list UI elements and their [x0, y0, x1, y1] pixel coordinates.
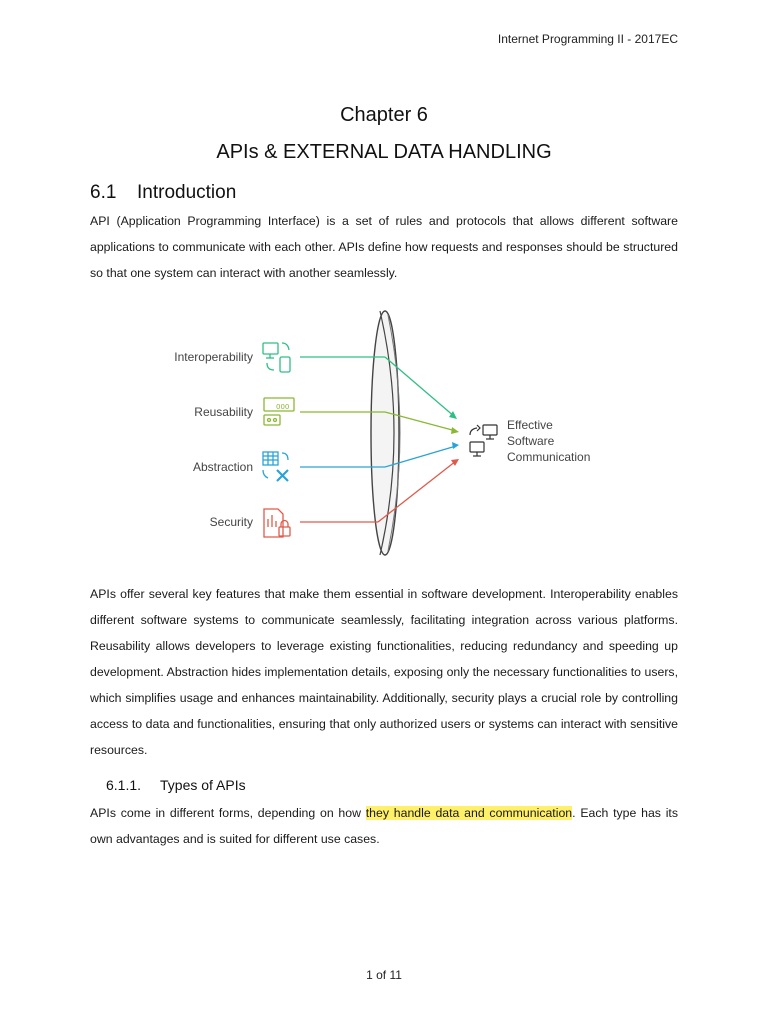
lens-shape	[371, 311, 400, 555]
subsection-number: 6.1.1.	[106, 777, 142, 793]
svg-text:000: 000	[276, 403, 290, 411]
types-text-after: . Each type has its own advantages and is suited for different use cases.	[90, 806, 679, 846]
label-security: Security	[209, 515, 253, 529]
features-paragraph: APIs offer several key features that make them essential in software development. Interoperability enables different software systems to communicate seamlessly, facilitating integration across various platforms. Reusability allows developers to leverage existing functionalities, reducing redundancy and speeding up development. Abstraction hides implementation details, exposing only the necessary functionalities to users, which simplifies usage and enhances maintainability. Additionally, security plays a crucial role by controlling access to data and functionalities, ensuring that only authorized users or systems can interact with sensitive resources.	[90, 587, 678, 757]
highlighted-text: they handle data and communication	[365, 806, 573, 820]
code-window-icon	[264, 398, 294, 425]
table-transform-icon	[263, 452, 288, 481]
chapter-title: Chapter 6	[340, 104, 428, 126]
output-line-3: Communication	[507, 450, 591, 464]
output-label	[507, 417, 590, 465]
label-abstraction: Abstraction	[192, 460, 253, 474]
section-number: 6.1	[90, 182, 117, 203]
running-header: Internet Programming II - 2017EC	[497, 32, 678, 46]
secure-document-icon	[264, 509, 290, 537]
types-paragraph	[90, 800, 678, 852]
output-line-2: Software	[507, 434, 555, 448]
api-features-diagram	[150, 305, 620, 565]
chapter-subtitle: APIs & EXTERNAL DATA HANDLING	[216, 141, 552, 163]
label-interoperability: Interoperability	[174, 350, 253, 364]
page-number: 1 of 11	[366, 968, 402, 982]
types-text-before: APIs come in different forms, depending on how	[90, 806, 366, 820]
computers-sync-icon	[470, 425, 497, 456]
devices-sync-icon	[263, 343, 290, 372]
label-reusability: Reusability	[194, 405, 253, 419]
output-line-1: Effective	[507, 418, 553, 432]
subsection-title: Types of APIs	[160, 777, 246, 793]
section-title: Introduction	[137, 182, 237, 203]
section-heading-intro	[90, 182, 236, 204]
intro-paragraph: API (Application Programming Interface) is a set of rules and protocols that allows different software applications to communicate with each other. APIs define how requests and responses should be structured so that one system can interact with another seamlessly.	[90, 214, 678, 280]
section-heading-types	[106, 777, 246, 793]
